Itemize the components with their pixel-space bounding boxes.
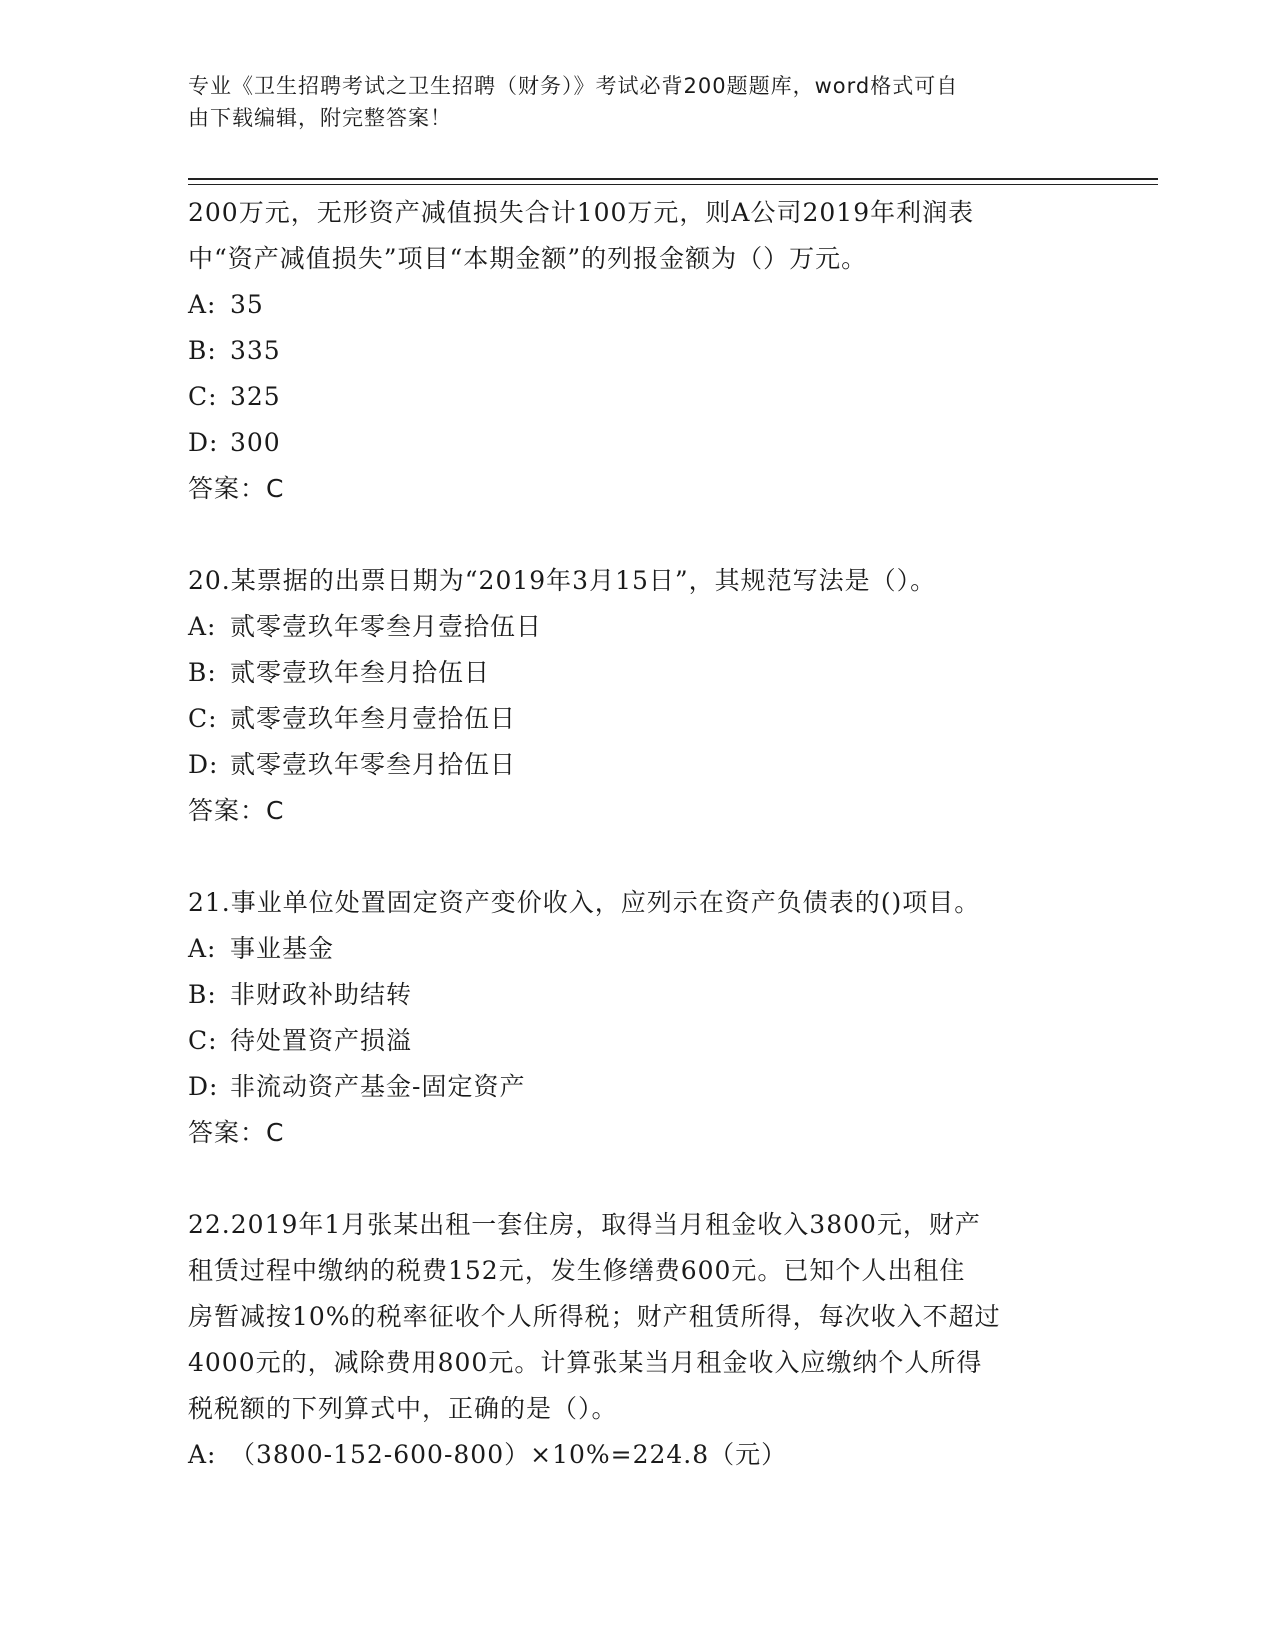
q20-option-b — [188, 650, 1088, 696]
option-text: 待处置资产损溢 — [230, 1026, 413, 1055]
spacer — [188, 1156, 1088, 1202]
q21-option-a — [188, 926, 1088, 972]
option-text: （3800-152-600-800）×10%=224.8（元） — [230, 1440, 788, 1469]
option-label: B: — [188, 980, 217, 1009]
q19-option-c — [188, 374, 1088, 420]
header-line-1: 专业《卫生招聘考试之卫生招聘（财务）》考试必背200题题库，word格式可自 — [188, 74, 959, 98]
q21-option-b — [188, 972, 1088, 1018]
option-label: B: — [188, 658, 217, 687]
q19-answer: 答案：C — [188, 474, 285, 503]
spacer — [188, 834, 1088, 880]
q21-option-d — [188, 1064, 1088, 1110]
q20-stem-line-1: 20.某票据的出票日期为“2019年3月15日”，其规范写法是（）。 — [188, 566, 937, 595]
q22-stem-line-1: 22.2019年1月张某出租一套住房，取得当月租金收入3800元，财产 — [188, 1210, 981, 1239]
header-divider-thick — [188, 178, 1158, 180]
q21-answer: 答案：C — [188, 1118, 285, 1147]
q19-option-d — [188, 420, 1088, 466]
option-label: C: — [188, 1026, 218, 1055]
option-label: D: — [188, 750, 219, 779]
option-label: A: — [188, 612, 217, 641]
q19-option-b — [188, 328, 1088, 374]
q19-option-a — [188, 282, 1088, 328]
option-text: 300 — [230, 428, 281, 457]
q20-answer: 答案：C — [188, 796, 285, 825]
q20-option-d — [188, 742, 1088, 788]
q20-option-c — [188, 696, 1088, 742]
option-text: 非流动资产基金-固定资产 — [230, 1072, 526, 1101]
q21-stem-line-1: 21.事业单位处置固定资产变价收入，应列示在资产负债表的()项目。 — [188, 888, 981, 917]
spacer — [188, 512, 1088, 558]
option-text: 贰零壹玖年零叁月拾伍日 — [230, 750, 517, 779]
q19-stem-line-1: 200万元，无形资产减值损失合计100万元，则A公司2019年利润表 — [188, 198, 975, 227]
option-text: 35 — [230, 290, 264, 319]
option-text: 335 — [230, 336, 281, 365]
option-text: 贰零壹玖年叁月拾伍日 — [230, 658, 491, 687]
option-text: 贰零壹玖年叁月壹拾伍日 — [230, 704, 517, 733]
option-label: A: — [188, 934, 217, 963]
option-text: 事业基金 — [230, 934, 335, 963]
q22-stem-line-3: 房暂减按10%的税率征收个人所得税；财产租赁所得，每次收入不超过 — [188, 1302, 1001, 1331]
q19-stem-line-2: 中“资产减值损失”项目“本期金额”的列报金额为（）万元。 — [188, 244, 868, 273]
option-text: 贰零壹玖年零叁月壹拾伍日 — [230, 612, 543, 641]
option-label: A: — [188, 290, 217, 319]
header-line-2: 由下载编辑，附完整答案！ — [188, 106, 452, 130]
option-label: D: — [188, 428, 219, 457]
option-text: 非财政补助结转 — [230, 980, 413, 1009]
question-content — [188, 190, 1088, 1478]
option-label: B: — [188, 336, 217, 365]
q20-option-a — [188, 604, 1088, 650]
q22-option-a — [188, 1432, 1088, 1478]
header-divider-thin — [188, 184, 1158, 185]
option-text: 325 — [230, 382, 281, 411]
q22-stem-line-2: 租赁过程中缴纳的税费152元，发生修缮费600元。已知个人出租住 — [188, 1256, 966, 1285]
option-label: A: — [188, 1440, 217, 1469]
option-label: C: — [188, 704, 218, 733]
q22-stem-line-5: 税税额的下列算式中，正确的是（）。 — [188, 1394, 618, 1423]
q21-option-c — [188, 1018, 1088, 1064]
document-header — [188, 70, 1068, 134]
option-label: C: — [188, 382, 218, 411]
q22-stem-line-4: 4000元的，减除费用800元。计算张某当月租金收入应缴纳个人所得 — [188, 1348, 983, 1377]
option-label: D: — [188, 1072, 219, 1101]
